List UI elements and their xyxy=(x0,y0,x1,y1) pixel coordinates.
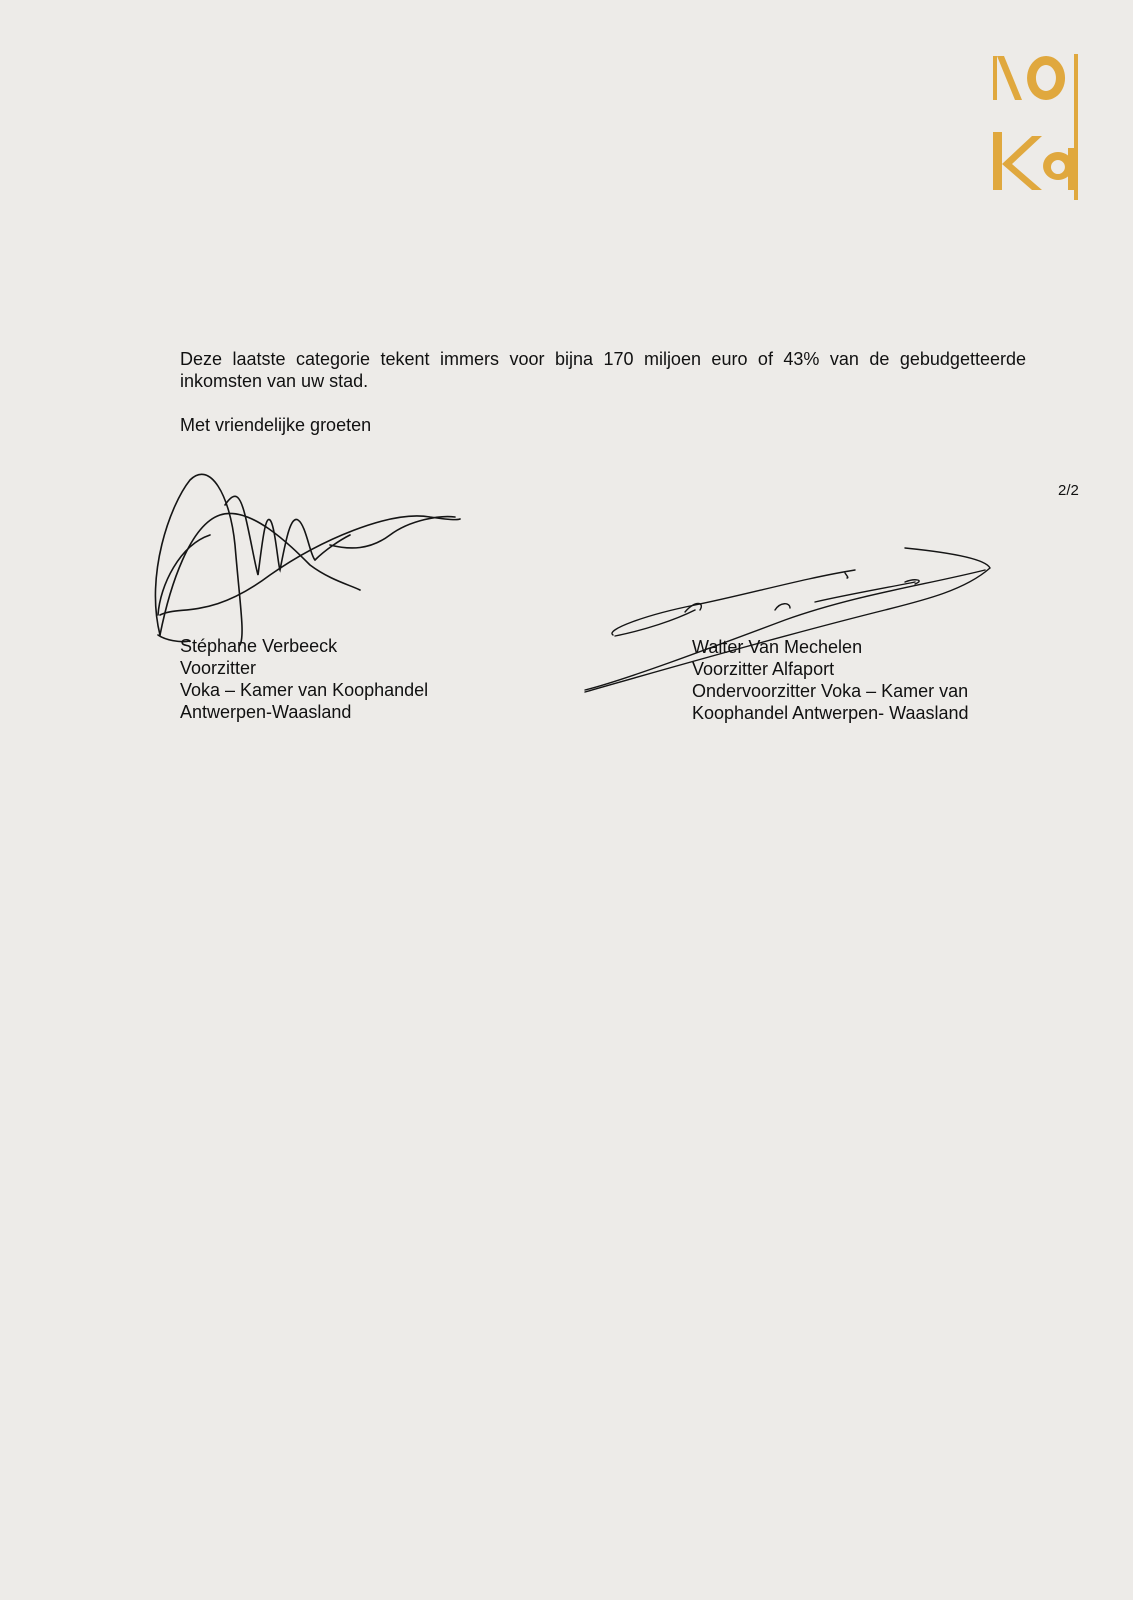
voka-logo xyxy=(988,52,1082,202)
page-number: 2/2 xyxy=(1058,482,1079,499)
signatory-name: Walter Van Mechelen xyxy=(692,637,863,657)
signatory-title: Ondervoorzitter Voka – Kamer van xyxy=(692,681,969,701)
signatory-verbeeck xyxy=(180,635,428,723)
signatory-title: Voorzitter xyxy=(180,658,257,678)
signatory-organization: Antwerpen-Waasland xyxy=(180,702,352,722)
letter-body: Deze laatste categorie tekent immers voor bijna 170 miljoen euro of 43% van de gebudgetteerde inkomsten van uw stad. xyxy=(180,349,1026,391)
signatory-name: Stéphane Verbeeck xyxy=(180,636,338,656)
signatory-organization: Koophandel Antwerpen- Waasland xyxy=(692,703,969,723)
signatory-title: Voorzitter Alfaport xyxy=(692,659,835,679)
signatory-organization: Voka – Kamer van Koophandel xyxy=(180,680,429,700)
letter-greeting: Met vriendelijke groeten xyxy=(180,415,372,435)
signatory-van-mechelen xyxy=(692,636,969,724)
